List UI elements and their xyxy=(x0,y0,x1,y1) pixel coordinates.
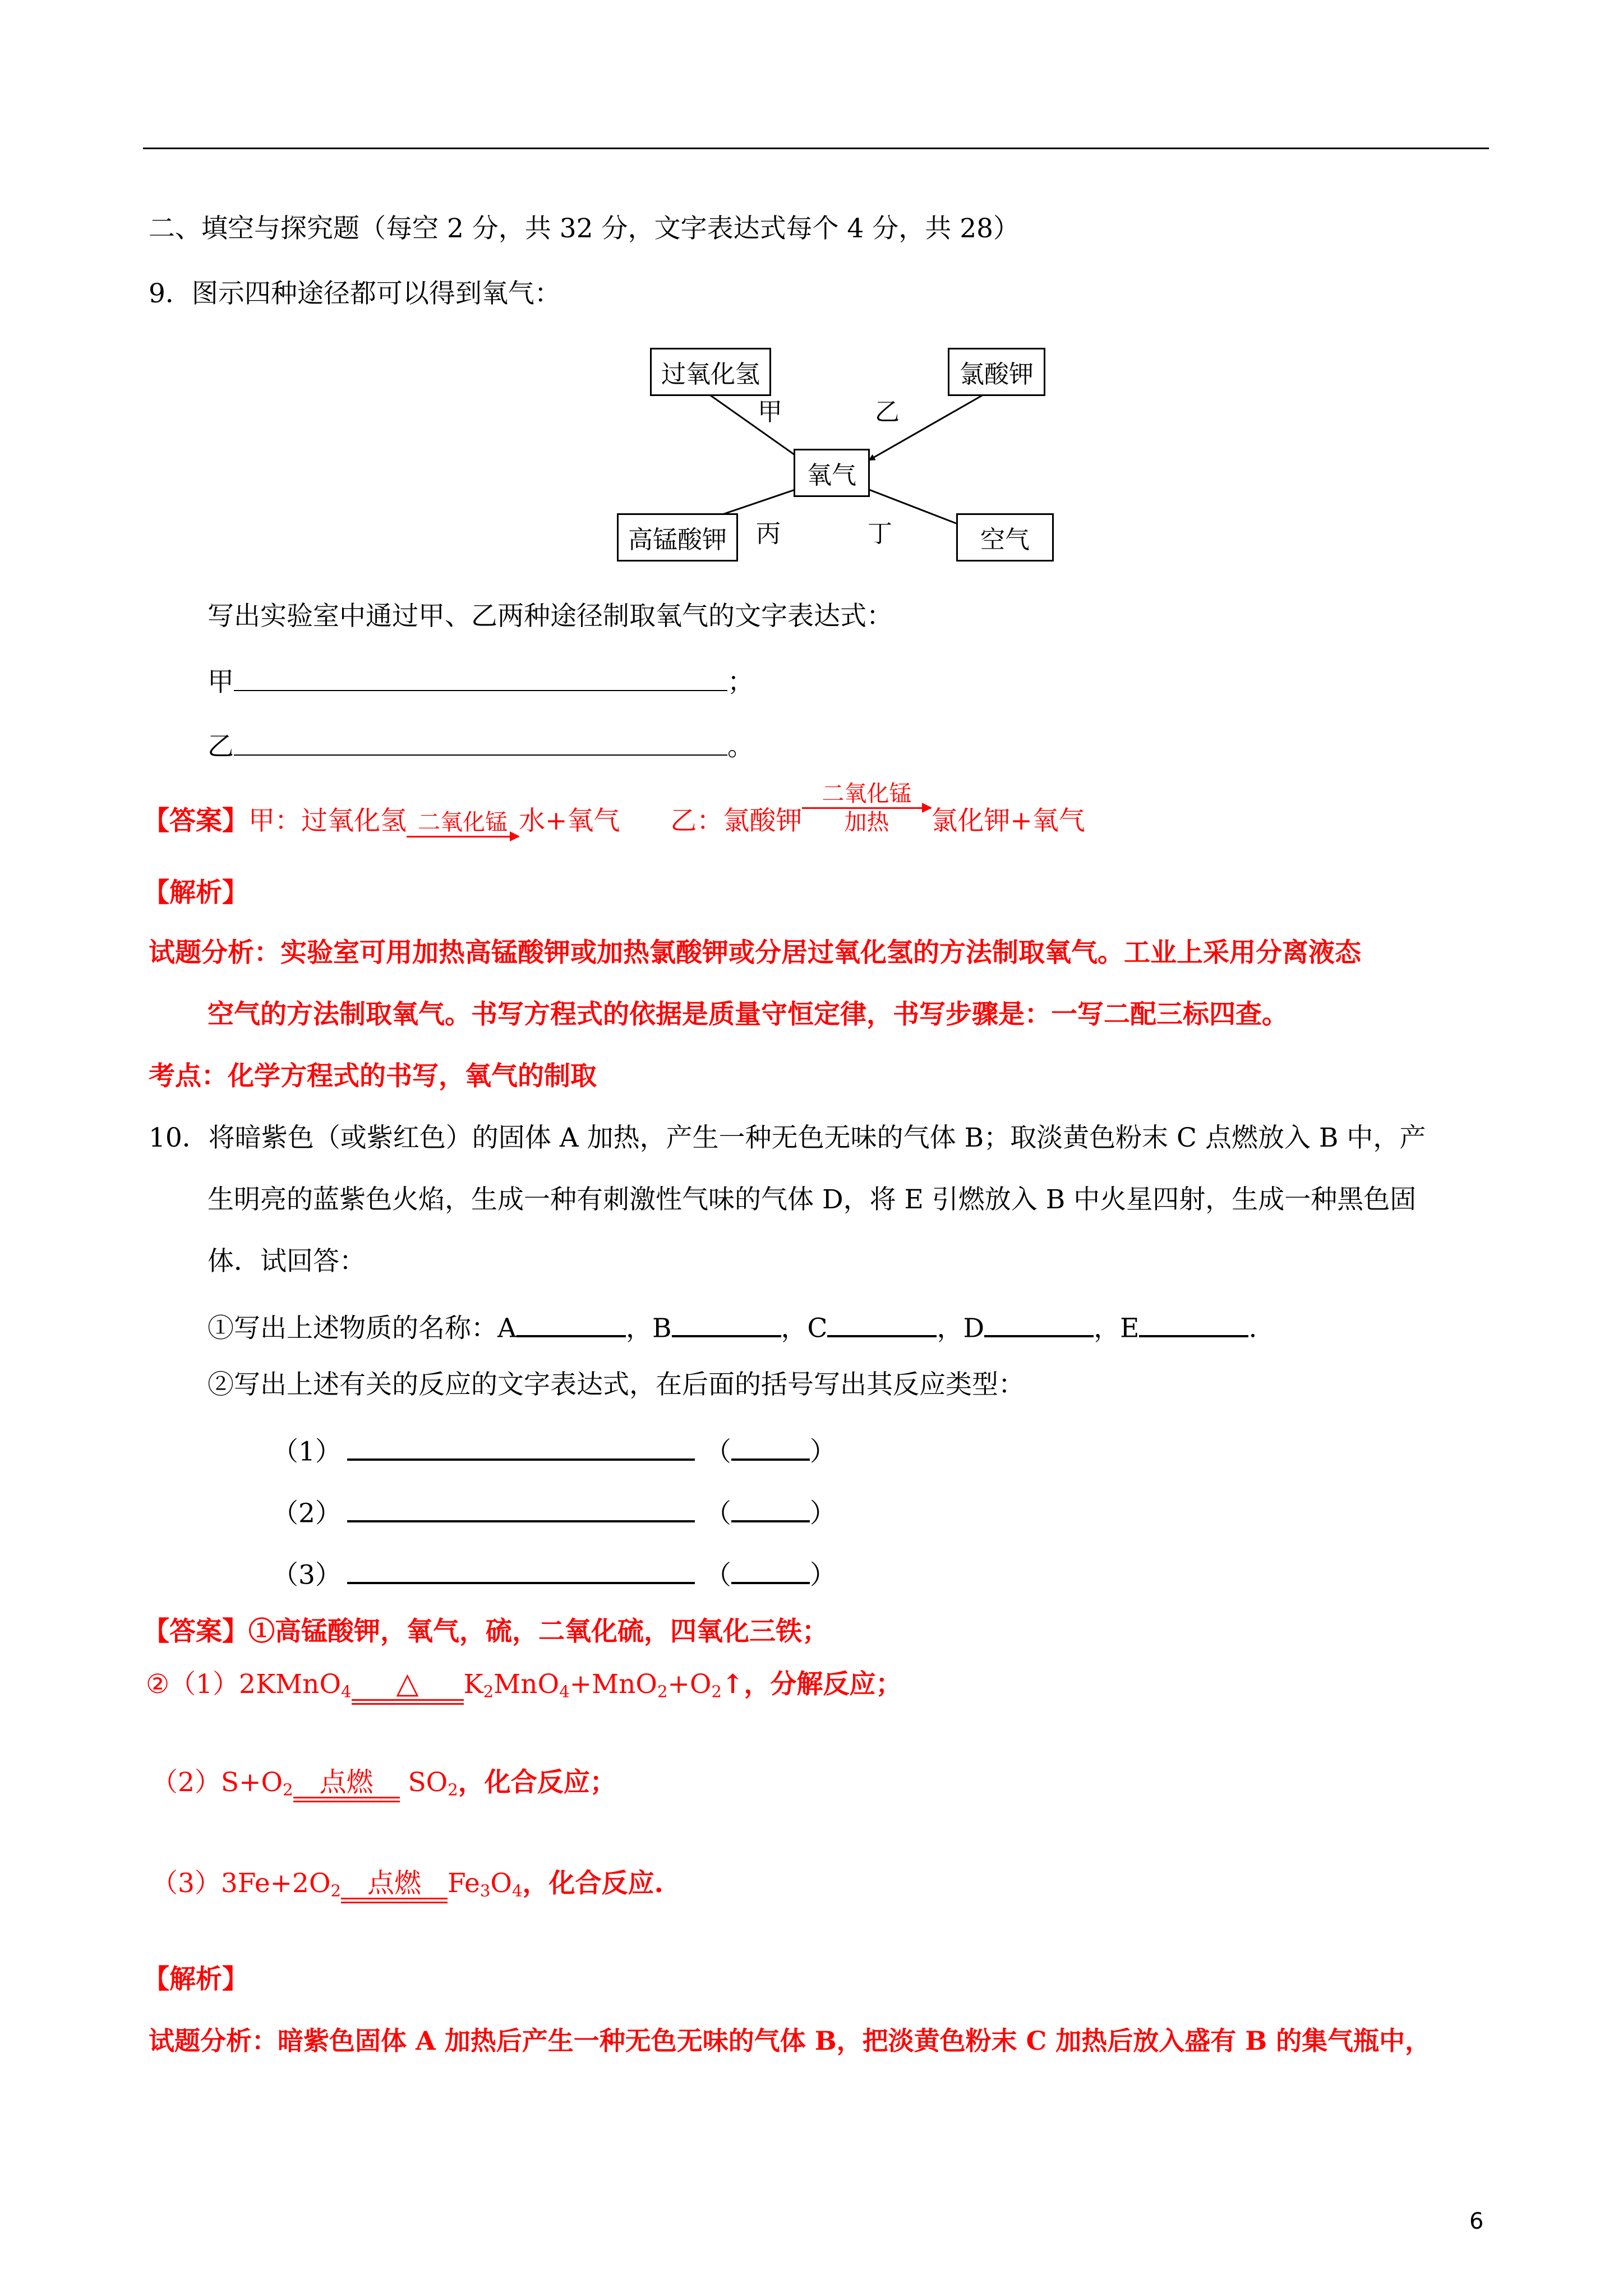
q10-blank-row-1 xyxy=(272,1433,836,1465)
q9-analysis-tag: 【解析】 xyxy=(143,877,248,908)
reaction-arrow-icon xyxy=(802,807,931,809)
fill-blank-c[interactable] xyxy=(827,1310,937,1337)
q10-blank-row-2 xyxy=(272,1495,836,1527)
q9-stem: 9．图示四种途径都可以得到氧气： xyxy=(149,278,561,309)
answer-names: ①高锰酸钾，氧气，硫，二氧化硫，四氧化三铁； xyxy=(248,1616,828,1647)
q9-blank-yi xyxy=(208,729,754,760)
paren-open: （ xyxy=(704,1498,731,1529)
answer-yi-prefix: 乙：氯酸钾 xyxy=(670,806,803,836)
r2-prefix: （2）S+O xyxy=(151,1767,283,1798)
blank-item-label-1: （1） xyxy=(272,1436,342,1467)
q9-analysis-line1: 试题分析：实验室可用加热高锰酸钾或加热氯酸钾或分居过氧化氢的方法制取氧气。工业上采用分离液态 xyxy=(149,937,1361,968)
r3-fe: Fe xyxy=(448,1868,480,1899)
r1-sub: 2 xyxy=(483,1682,494,1701)
section-heading: 二、填空与探究题（每空 2 分，共 32 分，文字表达式每个 4 分，共 28） xyxy=(149,213,1020,244)
q10-answer-r3 xyxy=(151,1868,663,1904)
label-e: E xyxy=(1120,1313,1140,1344)
fill-blank-a[interactable] xyxy=(517,1310,626,1337)
r1-mno4: MnO xyxy=(494,1669,560,1700)
r1-sub: 2 xyxy=(711,1682,722,1701)
paren-close: ） xyxy=(809,1498,836,1529)
label-bing: 丙 xyxy=(756,519,781,548)
r3-tail: ，化合反应. xyxy=(522,1868,663,1899)
r1-sub: 4 xyxy=(559,1682,570,1701)
blank-end-jia: ； xyxy=(727,666,754,698)
answer-tag: 【答案】 xyxy=(143,1616,248,1647)
paren-open: （ xyxy=(704,1436,731,1467)
q9-kaodian: 考点：化学方程式的书写，氧气的制取 xyxy=(149,1061,597,1092)
box-kclo3: 氯酸钾 xyxy=(948,348,1045,396)
reaction-arrow-icon xyxy=(407,836,519,838)
paren-open: （ xyxy=(704,1559,731,1591)
box-kmno4: 高锰酸钾 xyxy=(617,513,738,562)
r1-k: K xyxy=(463,1669,483,1700)
condition-ignite-r2 xyxy=(293,1766,400,1803)
r2-so2: SO xyxy=(399,1767,448,1798)
label-jia: 甲 xyxy=(758,398,782,426)
q9-analysis-line2: 空气的方法制取氧气。书写方程式的依据是质量守恒定律，书写步骤是：一写二配三标四查。 xyxy=(208,999,1288,1030)
r3-sub: 4 xyxy=(511,1881,523,1901)
fill-blank-eq-3[interactable] xyxy=(347,1557,695,1584)
blank-label-yi: 乙 xyxy=(208,731,234,762)
label-ding: 丁 xyxy=(868,519,892,548)
blank-end-yi: 。 xyxy=(727,731,754,762)
sep: ， xyxy=(1094,1313,1121,1344)
r1-o2: +O xyxy=(667,1669,712,1700)
condition-mno2-jia: 二氧化锰 xyxy=(418,809,508,835)
arrow-jia xyxy=(707,393,802,460)
sep: ， xyxy=(781,1313,808,1344)
box-o2: 氧气 xyxy=(794,449,870,497)
condition-arrow-yi xyxy=(802,783,931,834)
box-h2o2: 过氧化氢 xyxy=(650,348,771,396)
condition-arrow-jia xyxy=(407,811,519,840)
header-rule xyxy=(143,148,1489,149)
fill-blank-type-1[interactable] xyxy=(731,1433,810,1461)
q9-prompt: 写出实验室中通过甲、乙两种途径制取氧气的文字表达式： xyxy=(208,601,893,632)
condition-ignite: 点燃 xyxy=(367,1867,422,1899)
arrow-ding xyxy=(862,487,956,523)
condition-heat-r1 xyxy=(352,1669,464,1706)
fill-blank-type-2[interactable] xyxy=(731,1495,810,1522)
q9-answer xyxy=(143,783,1085,840)
label-b: B xyxy=(652,1313,672,1344)
r2-sub: 2 xyxy=(448,1780,458,1800)
blank-item-label-3: （3） xyxy=(272,1559,342,1591)
label-d: D xyxy=(963,1313,985,1344)
condition-heat: 加热 xyxy=(844,809,889,835)
r2-tail: ，化合反应； xyxy=(458,1767,616,1798)
answer-jia-prefix: 甲：过氧化氢 xyxy=(248,806,407,836)
fill-blank-b[interactable] xyxy=(672,1310,781,1337)
q10-sub1 xyxy=(208,1310,1257,1342)
sep: ， xyxy=(937,1313,963,1344)
sep: ， xyxy=(625,1313,652,1344)
r3-sub: 3 xyxy=(479,1881,491,1901)
label-c: C xyxy=(807,1313,828,1344)
paren-close: ） xyxy=(809,1559,836,1591)
fill-blank-eq-1[interactable] xyxy=(347,1433,695,1461)
fill-blank-e[interactable] xyxy=(1139,1310,1248,1337)
page-number: 6 xyxy=(1469,2208,1484,2234)
r1-tail: ↑，分解反应； xyxy=(721,1669,902,1700)
r1-sub: 4 xyxy=(340,1682,352,1701)
condition-ignite-r3 xyxy=(341,1867,448,1904)
q10-blank-row-3 xyxy=(272,1557,836,1589)
q10-stem-line1: 10．将暗紫色（或紫红色）的固体 A 加热，产生一种无色无味的气体 B；取淡黄色粉末 C 点燃放入 B 中，产 xyxy=(149,1122,1426,1153)
q10-analysis-tag: 【解析】 xyxy=(143,1964,248,1995)
fill-blank-d[interactable] xyxy=(984,1310,1094,1337)
label-yi: 乙 xyxy=(875,398,900,426)
sub1-prefix: ①写出上述物质的名称： xyxy=(208,1313,497,1344)
q10-sub2: ②写出上述有关的反应的文字表达式，在后面的括号写出其反应类型： xyxy=(208,1369,1025,1400)
fill-blank-type-3[interactable] xyxy=(731,1557,810,1584)
answer-jia-product: 水+氧气 xyxy=(519,806,620,836)
answer-tag: 【答案】 xyxy=(143,806,248,836)
r3-prefix: （3）3Fe+2O xyxy=(151,1868,331,1899)
oxygen-routes-diagram xyxy=(617,337,1066,572)
r3-sub: 2 xyxy=(330,1881,342,1901)
q10-answer-line1 xyxy=(143,1618,828,1645)
q10-stem-line2: 生明亮的蓝紫色火焰，生成一种有刺激性气味的气体 D，将 E 引燃放入 B 中火星四射，生成一种黑色固 xyxy=(208,1184,1417,1215)
r1-prefix: ②（1）2KMnO xyxy=(146,1669,341,1700)
blank-item-label-2: （2） xyxy=(272,1498,342,1529)
label-a: A xyxy=(497,1313,517,1344)
condition-mno2-yi: 二氧化锰 xyxy=(822,781,912,807)
fill-blank-jia[interactable] xyxy=(234,665,727,691)
q10-stem-line3: 体．试回答： xyxy=(208,1246,366,1277)
q10-analysis-line1: 试题分析：暗紫色固体 A 加热后产生一种无色无味的气体 B，把淡黄色粉末 C 加热后放入盛有 B 的集气瓶中， xyxy=(149,2026,1431,2056)
q10-answer-r2 xyxy=(151,1767,616,1803)
answer-yi-product: 氯化钾+氧气 xyxy=(931,806,1085,836)
q10-answer-r1 xyxy=(146,1669,902,1706)
blank-label-jia: 甲 xyxy=(208,666,234,698)
box-air: 空气 xyxy=(956,513,1054,562)
end: . xyxy=(1248,1313,1257,1344)
condition-ignite: 点燃 xyxy=(319,1766,374,1798)
r1-mno2: +MnO xyxy=(569,1669,657,1700)
heat-triangle-icon: △ xyxy=(396,1667,419,1700)
fill-blank-eq-2[interactable] xyxy=(347,1495,695,1522)
r1-sub: 2 xyxy=(657,1682,668,1701)
r2-sub: 2 xyxy=(283,1780,293,1800)
paren-close: ） xyxy=(809,1436,836,1467)
fill-blank-yi[interactable] xyxy=(234,729,727,756)
q9-blank-jia xyxy=(208,665,754,696)
r3-o: O xyxy=(490,1868,512,1899)
